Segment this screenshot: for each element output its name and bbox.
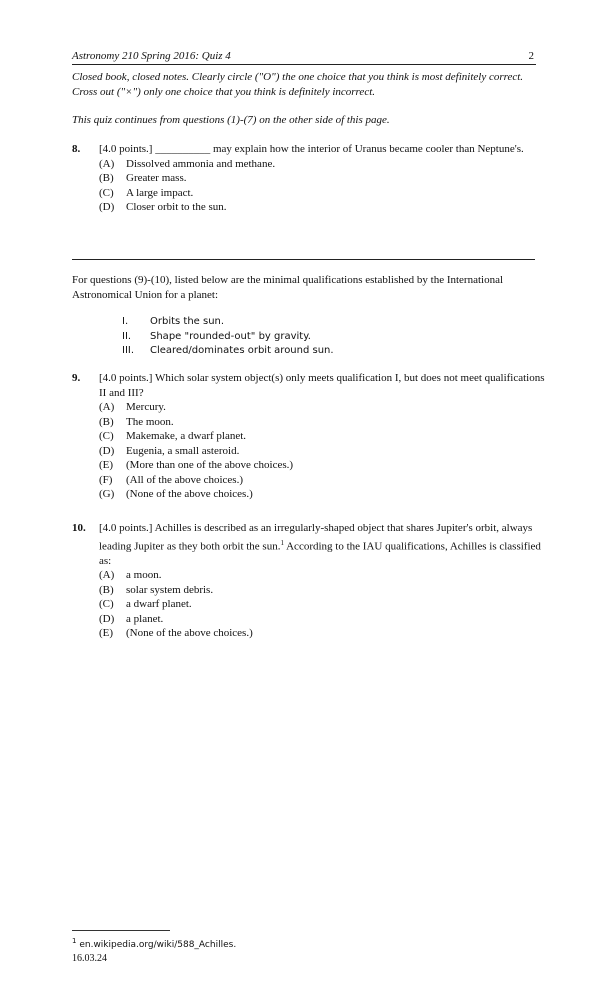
option-text: (None of the above choices.) (126, 488, 253, 500)
option-text: Mercury. (126, 401, 166, 413)
qualification-text: Orbits the sun. (150, 316, 225, 327)
qualification-item (122, 315, 334, 330)
option[interactable] (99, 200, 547, 215)
qualification-item (122, 330, 334, 345)
option[interactable] (99, 487, 547, 502)
option-text: (None of the above choices.) (126, 627, 253, 640)
option[interactable] (99, 171, 547, 186)
option-text: a planet. (126, 612, 164, 625)
continuation-note: This quiz continues from questions (1)-(7) on the other side of this page. (72, 114, 390, 126)
option[interactable] (99, 473, 547, 488)
qualification-text: Shape "rounded-out" by gravity. (150, 330, 311, 342)
qualification-numeral: III. (122, 345, 135, 356)
qualification-item (122, 344, 334, 359)
option-letter: (C) (99, 598, 114, 611)
option-text: Closer orbit to the sun. (126, 201, 227, 213)
option-letter: (A) (99, 569, 115, 582)
page-header (72, 50, 536, 65)
question-8 (72, 142, 547, 215)
option-text: Dissolved ammonia and methane. (126, 157, 276, 170)
option-letter: (D) (99, 612, 115, 625)
footnote-text: en.wikipedia.org/wiki/588_Achilles. (79, 940, 237, 950)
option-letter: (E) (99, 459, 114, 471)
question-text: [4.0 points.] __________ may explain how the interior of Uranus became cooler than Neptune's. (99, 143, 524, 155)
section-divider (72, 259, 535, 260)
option-text: A large impact. (126, 186, 194, 199)
footnote-ref: 1 (280, 538, 284, 547)
footnote (72, 937, 236, 950)
question-number: 8. (72, 143, 81, 155)
option-letter: (B) (99, 172, 114, 184)
option-text: The moon. (126, 415, 174, 428)
option[interactable] (99, 415, 547, 430)
question-text-part: [4.0 points.] Achilles is described as an irregularly-shaped object that shares Jupiter's orbit, always leading Jupiter as they both orbit the sun. (99, 522, 533, 553)
option-text: Makemake, a dwarf planet. (126, 430, 247, 442)
option-text: Greater mass. (126, 172, 187, 184)
question-text-part: According to the IAU qualifications, Achilles is classified as: (99, 540, 541, 567)
option-text: a moon. (126, 569, 162, 582)
option-text: solar system debris. (126, 583, 214, 596)
option[interactable] (99, 444, 547, 459)
option-letter: (G) (99, 488, 115, 500)
option[interactable] (99, 429, 547, 444)
option-letter: (A) (99, 157, 115, 170)
option[interactable] (99, 612, 547, 627)
question-text: [4.0 points.] Which solar system object(s) only meets qualification I, but does not meet qualifications II and III? (99, 372, 545, 399)
header-title: Astronomy 210 Spring 2016: Quiz 4 (72, 50, 231, 62)
option[interactable] (99, 626, 547, 641)
qualifications-list (122, 315, 334, 359)
option-letter: (E) (99, 627, 114, 640)
option-text: Eugenia, a small asteroid. (126, 444, 240, 457)
option[interactable] (99, 583, 547, 598)
qualification-numeral: II. (122, 330, 132, 342)
option-letter: (C) (99, 430, 114, 442)
option-letter: (B) (99, 415, 114, 428)
option-letter: (D) (99, 444, 115, 457)
question-10 (72, 521, 547, 641)
question-number: 10. (72, 522, 86, 534)
option[interactable] (99, 186, 547, 201)
option-letter: (B) (99, 583, 114, 596)
option[interactable] (99, 568, 547, 583)
option[interactable] (99, 157, 547, 172)
date-stamp: 16.03.24 (72, 953, 107, 964)
qualification-numeral: I. (122, 316, 129, 327)
footnote-mark: 1 (72, 937, 77, 945)
option-text: (All of the above choices.) (126, 473, 243, 486)
option-letter: (C) (99, 186, 114, 199)
instructions: Closed book, closed notes. Clearly circle ("O") the one choice that you think is most definitely correct. Cross out ("×") only one choice that you think is definitely incorrect. (72, 71, 524, 98)
option[interactable] (99, 597, 547, 612)
option-text: (More than one of the above choices.) (126, 459, 294, 471)
option-text: a dwarf planet. (126, 598, 192, 611)
option[interactable] (99, 458, 547, 473)
page-number: 2 (528, 50, 534, 62)
option[interactable] (99, 400, 547, 415)
question-number: 9. (72, 372, 81, 384)
question-text (99, 521, 547, 568)
footnote-divider (72, 930, 170, 931)
option-letter: (F) (99, 473, 113, 486)
option-letter: (D) (99, 201, 115, 213)
option-letter: (A) (99, 401, 115, 413)
qualifications-intro: For questions (9)-(10), listed below are the minimal qualifications established by the International Astronomical Union for a planet: (72, 274, 504, 301)
question-9 (72, 371, 547, 502)
qualification-text: Cleared/dominates orbit around sun. (150, 345, 334, 356)
